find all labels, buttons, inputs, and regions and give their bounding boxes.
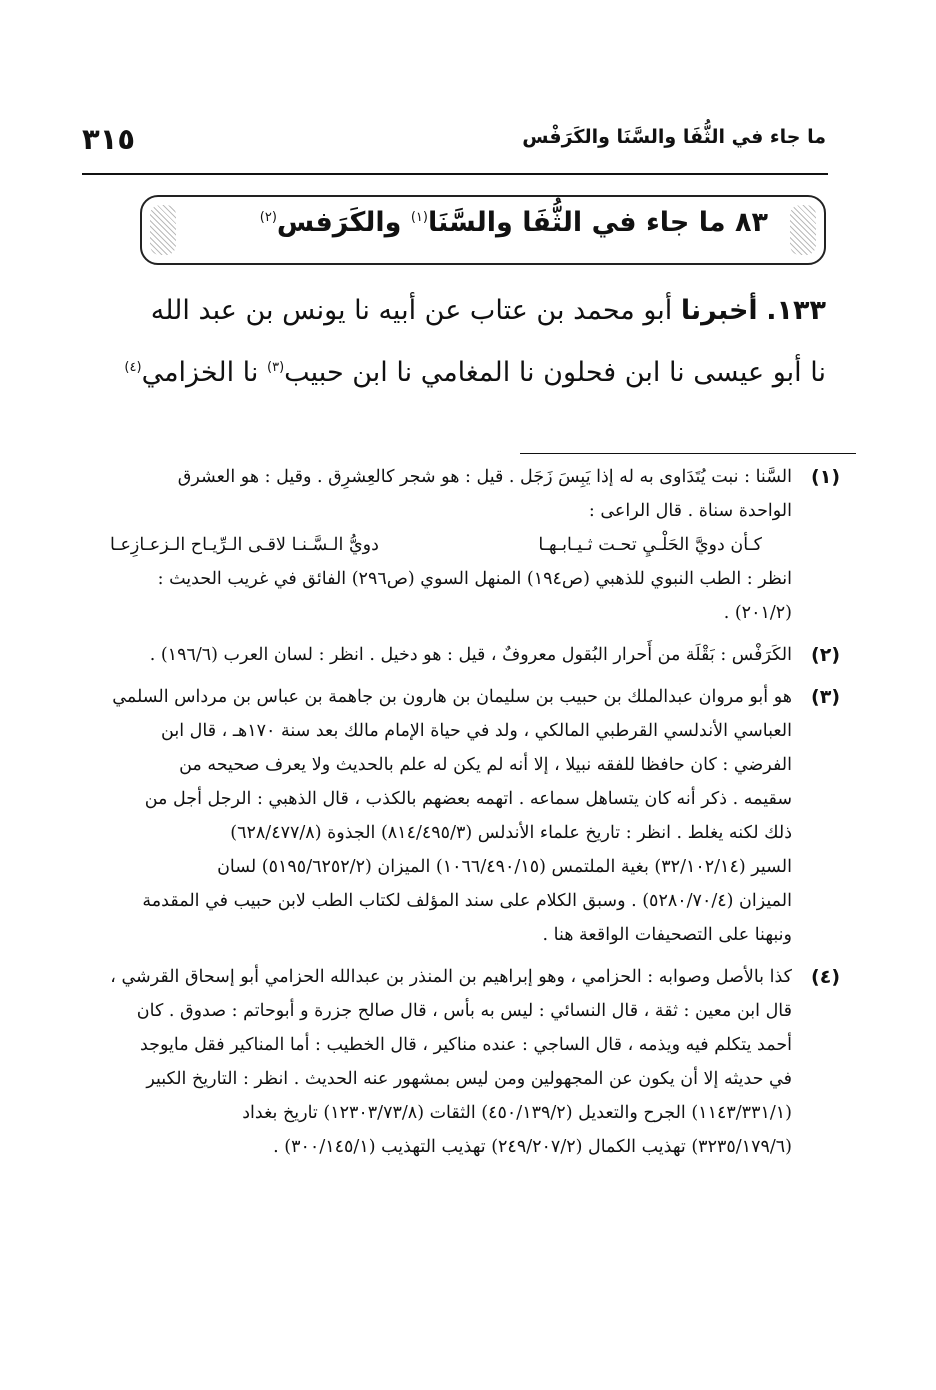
footnote-number: (٣) xyxy=(811,686,840,708)
hadith-text xyxy=(100,282,826,401)
footnote-separator xyxy=(520,453,856,454)
footnote-line: أحمد يتكلم فيه ويذمه ، قال الساجي : عنده مناكير ، قال الخطيب : أما المناكير فقل مايوجد xyxy=(139,1035,792,1055)
verse-second-hemistich: دويُّ الـسَّـنـا لاقـى الـرِّيـاح الـزعـازِعـا xyxy=(110,535,379,555)
footnote-ref-2[interactable]: (٢) xyxy=(259,210,277,225)
footnote-line: الواحدة سناة . قال الراعى : xyxy=(588,501,792,521)
chapter-title-celery: والكَرَفس xyxy=(276,207,411,238)
hadith-line-2-b: نا الخزامي xyxy=(141,357,267,388)
hadith-line-1 xyxy=(100,282,826,339)
footnote-line: (١١٤٣/٣٣١/١) الجرح والتعديل (٤٥٠/١٣٩/٢) الثقات (١٢٣٠٣/٧٣/٨) تاريخ بغداد xyxy=(242,1103,792,1123)
footnote-line: الكَرَفْس : بَقْلَة من أَحرار البُقول معروفٌ ، قيل : هو دخيل . انظر : لسان العرب (١٩٦/٦) . xyxy=(149,645,792,665)
hadith-number: ١٣٣. xyxy=(766,295,826,326)
header-rule xyxy=(82,173,828,175)
footnote-line: كذا بالأصل وصوابه : الحزامي ، وهو إبراهيم بن المنذر بن عبدالله الحزامي أبو إسحاق القرشي ، xyxy=(110,967,792,987)
footnote-line: (٢٠١/٢) . xyxy=(723,603,792,623)
footnote-line: الميزان (٥٢٨٠/٧٠/٤) . وسبق الكلام على سند المؤلف لكتاب الطب لابن حبيب في المقدمة xyxy=(142,891,792,911)
footnote-line: سقيمه . ذكر أنه كان يتساهل سماعه . اتهمه بعضهم بالكذب ، قال الذهبي : الرجل أجل من xyxy=(144,789,792,809)
verse-first-hemistich: كـأن دويَّ الحَلْـيِ تحـت ثـيـابـهـا xyxy=(538,535,762,555)
ornament-hatch-left xyxy=(150,205,176,255)
footnote-2 xyxy=(100,638,840,672)
footnotes xyxy=(100,460,840,1172)
footnote-line: العباسي الأندلسي القرطبي المالكي ، ولد في حياة الإمام مالك بعد سنة ١٧٠هـ ، قال ابن xyxy=(161,721,792,741)
footnote-line: في حديثه إلا أن يكون عن المجهولين ومن ليس بمشهور عنه الحديث . انظر : التاريخ الكبير xyxy=(146,1069,792,1089)
footnote-number: (٤) xyxy=(811,966,840,988)
chapter-title-box xyxy=(140,195,826,265)
footnote-line: السير (٣٢/١٠٢/١٤) بغية الملتمس (١٠٦٦/٤٩٠/١٥) الميزان (٥١٩٥/٦٢٥٢/٢) لسان xyxy=(217,857,792,877)
footnote-ref-4[interactable]: (٤) xyxy=(124,360,142,375)
hadith-line-2 xyxy=(100,339,826,401)
footnote-line: (٣٢٣٥/١٧٩/٦) تهذيب الكمال (٢٤٩/٢٠٧/٢) تهذيب التهذيب (٣٠٠/١٤٥/١) . xyxy=(273,1137,792,1157)
running-title: ما جاء في الثُّفَا والسَّنَا والكَرَفْس xyxy=(522,126,826,148)
footnote-3 xyxy=(100,680,840,952)
footnote-line: هو أبو مروان عبدالملك بن حبيب بن سليمان بن هارون بن جاهمة بن عباس بن مرداس السلمي xyxy=(112,687,792,707)
poetry-verse xyxy=(100,528,792,562)
footnote-line: السَّنا : نبت يُتَدَاوى به له إذا يَبِسَ زَجَل . قيل : هو شجر كالعِشرِق . وقيل : هو العشرق xyxy=(177,467,792,487)
chapter-title xyxy=(188,207,768,238)
footnote-1 xyxy=(100,460,840,630)
ornament-hatch-right xyxy=(790,205,816,255)
hadith-line-1-rest: أبو محمد بن عتاب عن أبيه نا يونس بن عبد الله xyxy=(150,295,681,326)
footnote-number: (١) xyxy=(811,466,840,488)
hadith-line-2-a: نا أبو عيسى نا ابن فحلون نا المغامي نا ابن حبيب xyxy=(284,357,826,388)
footnote-ref-1[interactable]: (١) xyxy=(410,210,428,225)
hadith-lead-word: أخبرنا xyxy=(680,295,758,326)
page-header xyxy=(82,118,826,174)
chapter-number-title: ٨٣ ما جاء في الثُّفَا والسَّنَا xyxy=(427,207,768,238)
footnote-ref-3[interactable]: (٣) xyxy=(267,360,285,375)
footnote-line: قال ابن معين : ثقة ، قال النسائي : ليس به بأس ، قال صالح جزرة و أبوحاتم : صدوق . كان xyxy=(136,1001,792,1021)
footnote-line: ذلك لكنه يغلط . انظر : تاريخ علماء الأندلس (٨١٤/٤٩٥/٣) الجذوة (٦٢٨/٤٧٧/٨) xyxy=(230,823,792,843)
footnote-number: (٢) xyxy=(811,644,840,666)
footnote-line: الفرضي : كان حافظا للفقه نبيلا ، إلا أنه لم يكن له علم بالحديث ولا يعرف صحيحه من xyxy=(179,755,792,775)
page-number: ٣١٥ xyxy=(82,122,136,156)
footnote-line: انظر : الطب النبوي للذهبي (ص١٩٤) المنهل السوي (ص٢٩٦) الفائق في غريب الحديث : xyxy=(157,569,792,589)
footnote-line: ونبهنا على التصحيفات الواقعة هنا . xyxy=(542,925,792,945)
footnote-4 xyxy=(100,960,840,1164)
